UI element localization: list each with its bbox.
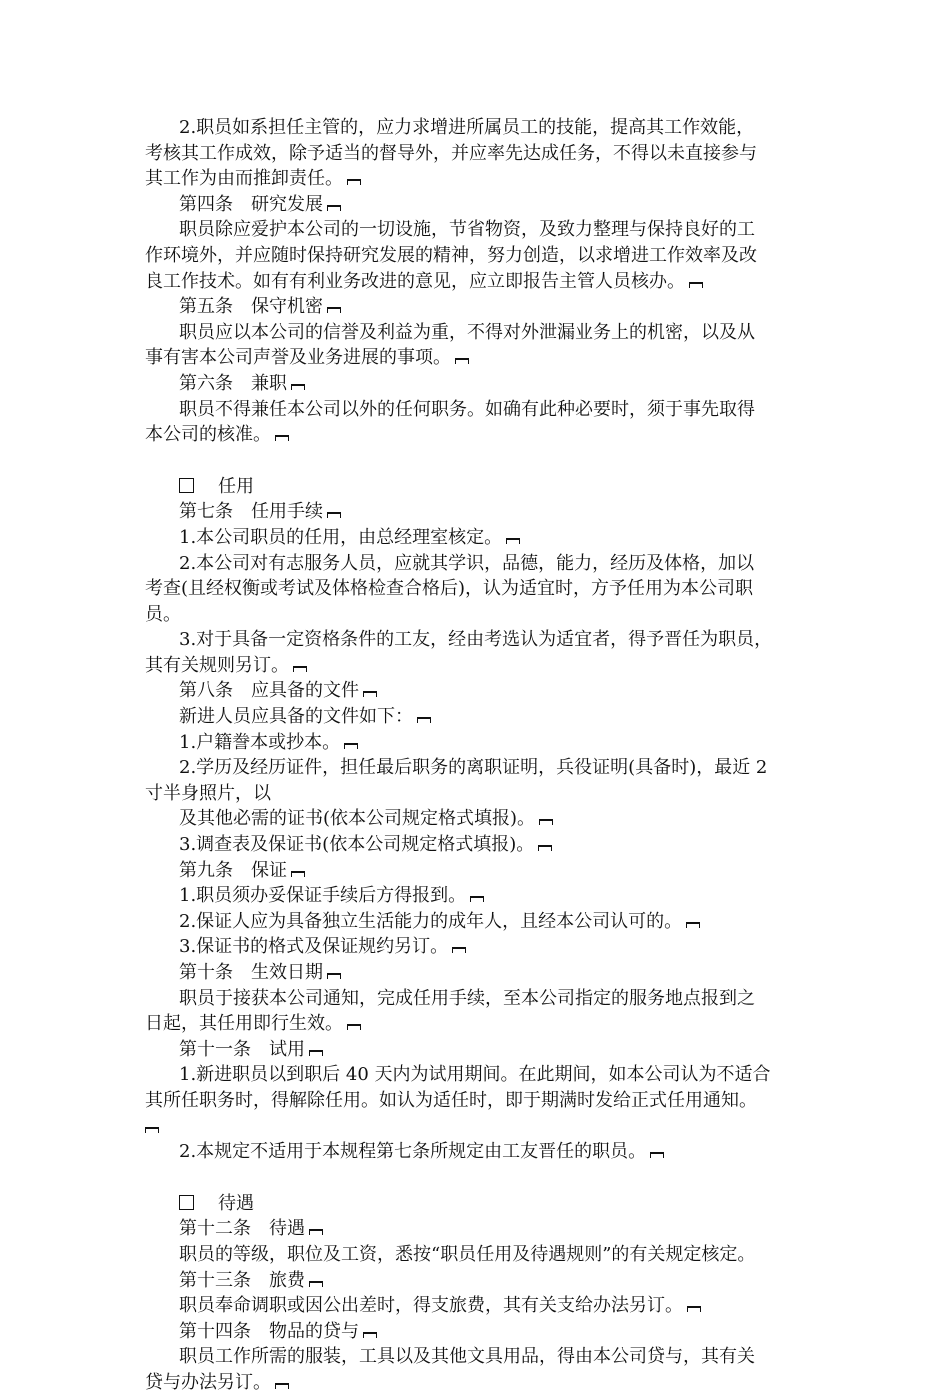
paragraph-line: 贷与办法另订。: [145, 1370, 815, 1396]
paragraph-line: 1.职员须办妥保证手续后方得报到。: [145, 883, 815, 909]
paragraph-line: 1.新进职员以到职后 40 天内为试用期间。在此期间，如本公司认为不适合: [179, 1064, 771, 1086]
paragraph-line: 1.本公司职员的任用，由总经理室核定。: [145, 525, 815, 551]
paragraph-mark-icon: [291, 382, 306, 392]
paragraph-mark-icon: [686, 920, 701, 930]
paragraph-line: 考核其工作成效，除予适当的督导外，并应率先达成任务，不得以未直接参与: [145, 142, 757, 164]
paragraph-mark-icon: [309, 1279, 324, 1289]
paragraph-line: 寸半身照片，以: [145, 782, 271, 804]
paragraph-mark-icon: [452, 945, 467, 955]
paragraph-line: 员。: [145, 603, 181, 625]
article-heading: 第十一条 试用: [145, 1037, 815, 1063]
paragraph-mark-icon: [538, 843, 553, 853]
paragraph-line: 职员于接获本公司通知，完成任用手续，至本公司指定的服务地点报到之: [179, 987, 755, 1009]
article-heading: 第五条 保守机密: [145, 294, 815, 320]
paragraph-line: 职员的等级，职位及工资，悉按“职员任用及待遇规则”的有关规定核定。: [179, 1243, 756, 1265]
paragraph-mark-icon: [327, 203, 342, 213]
paragraph-mark-icon: [344, 741, 359, 751]
paragraph-mark-icon: [455, 356, 470, 366]
paragraph-line: 职员工作所需的服装，工具以及其他文具用品，得由本公司贷与，其有关: [179, 1346, 755, 1368]
paragraph-line: 其有关规则另订。: [145, 653, 815, 679]
paragraph-line: 3.对于具备一定资格条件的工友，经由考选认为适宜者，得予晋任为职员，: [179, 629, 773, 651]
paragraph-mark-icon: [327, 510, 342, 520]
paragraph-line: 其所任职务时，得解除任用。如认为适任时，即于期满时发给正式任用通知。: [145, 1089, 757, 1111]
document-body: [145, 115, 815, 1396]
section-heading: 任用: [145, 474, 815, 500]
paragraph-line: 新进人员应具备的文件如下：: [145, 704, 815, 730]
paragraph-mark-icon: [309, 1227, 324, 1237]
paragraph-line: 3.调查表及保证书(依本公司规定格式填报)。: [145, 832, 815, 858]
checkbox-icon: [179, 478, 194, 493]
paragraph-mark-icon: [291, 869, 306, 879]
paragraph-mark-icon: [347, 1022, 362, 1032]
paragraph-line: 事有害本公司声誉及业务进展的事项。: [145, 345, 815, 371]
paragraph-mark-icon: [506, 536, 521, 546]
paragraph-line: [145, 1114, 815, 1140]
paragraph-mark-icon: [327, 971, 342, 981]
paragraph-line: 1.户籍誊本或抄本。: [145, 730, 815, 756]
paragraph-mark-icon: [275, 433, 290, 443]
section-gap: [145, 1165, 815, 1191]
paragraph-mark-icon: [650, 1150, 665, 1160]
article-heading: 第四条 研究发展: [145, 192, 815, 218]
paragraph-line: 及其他必需的证书(依本公司规定格式填报)。: [145, 806, 815, 832]
paragraph-line: 其工作为由而推卸责任。: [145, 166, 815, 192]
paragraph-line: 2.保证人应为具备独立生活能力的成年人，且经本公司认可的。: [145, 909, 815, 935]
article-heading: 第十条 生效日期: [145, 960, 815, 986]
paragraph-mark-icon: [363, 1330, 378, 1340]
article-heading: 第十四条 物品的贷与: [145, 1319, 815, 1345]
paragraph-line: 日起，其任用即行生效。: [145, 1011, 815, 1037]
paragraph-line: 2.本公司对有志服务人员，应就其学识，品德，能力，经历及体格，加以: [179, 552, 755, 574]
paragraph-mark-icon: [309, 1048, 324, 1058]
paragraph-mark-icon: [293, 664, 308, 674]
paragraph-mark-icon: [417, 715, 432, 725]
paragraph-mark-icon: [470, 894, 485, 904]
article-heading: 第七条 任用手续: [145, 499, 815, 525]
article-heading: 第十二条 待遇: [145, 1216, 815, 1242]
paragraph-mark-icon: [327, 305, 342, 315]
article-heading: 第十三条 旅费: [145, 1268, 815, 1294]
paragraph-line: 职员应以本公司的信誉及利益为重，不得对外泄漏业务上的机密，以及从: [179, 321, 755, 343]
paragraph-line: 职员除应爱护本公司的一切设施，节省物资，及致力整理与保持良好的工: [179, 219, 755, 241]
section-gap: [145, 448, 815, 474]
paragraph-line: 考查(且经权衡或考试及体格检查合格后)，认为适宜时，方予任用为本公司职: [145, 578, 754, 600]
article-heading: 第六条 兼职: [145, 371, 815, 397]
paragraph-line: 良工作技术。如有有利业务改进的意见，应立即报告主管人员核办。: [145, 269, 815, 295]
article-heading: 第九条 保证: [145, 858, 815, 884]
section-heading: 待遇: [145, 1191, 815, 1217]
paragraph-mark-icon: [145, 1125, 160, 1135]
paragraph-line: 2.本规定不适用于本规程第七条所规定由工友晋任的职员。: [145, 1139, 815, 1165]
paragraph-line: 本公司的核准。: [145, 422, 815, 448]
paragraph-mark-icon: [689, 280, 704, 290]
paragraph-line: 2.学历及经历证件，担任最后职务的离职证明，兵役证明(具备时)，最近 2: [179, 757, 768, 779]
paragraph-line: 职员不得兼任本公司以外的任何职务。如确有此种必要时，须于事先取得: [179, 398, 755, 420]
checkbox-icon: [179, 1195, 194, 1210]
paragraph-mark-icon: [539, 817, 554, 827]
paragraph-mark-icon: [687, 1304, 702, 1314]
paragraph-mark-icon: [347, 177, 362, 187]
paragraph-mark-icon: [363, 689, 378, 699]
paragraph-mark-icon: [275, 1381, 290, 1391]
paragraph-line: 3.保证书的格式及保证规约另订。: [145, 934, 815, 960]
paragraph-line: 2.职员如系担任主管的，应力求增进所属员工的技能，提高其工作效能，: [179, 117, 755, 138]
paragraph-line: 作环境外，并应随时保持研究发展的精神，努力创造，以求增进工作效率及改: [145, 244, 757, 266]
paragraph-line: 职员奉命调职或因公出差时，得支旅费，其有关支给办法另订。: [145, 1293, 815, 1319]
article-heading: 第八条 应具备的文件: [145, 678, 815, 704]
